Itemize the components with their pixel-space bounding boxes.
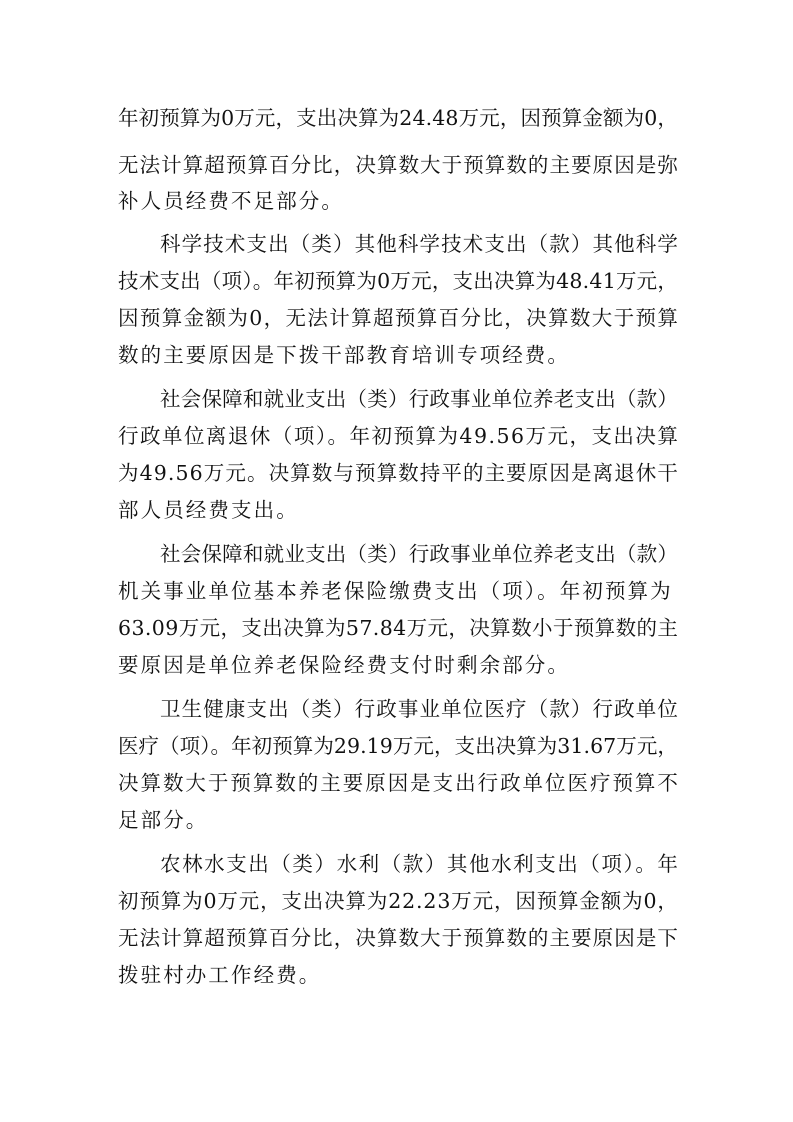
text-line: 部人员经费支出。 xyxy=(118,498,299,522)
text-line: 要原因是单位养老保险经费支付时剩余部分。 xyxy=(118,653,570,677)
text-line: 数的主要原因是下拨干部教育培训专项经费。 xyxy=(118,343,570,367)
text-line: 医疗（项）。年初预算为29.19万元，支出决算为31.67万元， xyxy=(118,734,678,758)
text-line: 年初预算为0万元，支出决算为24.48万元，因预算金额为0， xyxy=(118,106,679,130)
text-line: 补人员经费不足部分。 xyxy=(118,189,344,213)
text-line: 因预算金额为0，无法计算超预算百分比，决算数大于预算 xyxy=(118,306,680,330)
text-line: 决算数大于预算数的主要原因是支出行政单位医疗预算不 xyxy=(118,771,680,795)
text-line: 无法计算超预算百分比，决算数大于预算数的主要原因是弥 xyxy=(118,153,679,177)
paragraph-start-line: 农林水支出（类）水利（款）其他水利支出（项）。年 xyxy=(160,852,680,876)
text-line: 为49.56万元。决算数与预算数持平的主要原因是离退休干 xyxy=(118,461,679,485)
text-line: 机关事业单位基本养老保险缴费支出（项）。年初预算为 xyxy=(118,579,673,603)
paragraph-start-line: 科学技术支出（类）其他科学技术支出（款）其他科学 xyxy=(160,232,680,256)
text-line: 63.09万元，支出决算为57.84万元，决算数小于预算数的主 xyxy=(118,616,679,640)
text-line: 无法计算超预算百分比，决算数大于预算数的主要原因是下 xyxy=(118,926,679,950)
paragraph-start-line: 卫生健康支出（类）行政事业单位医疗（款）行政单位 xyxy=(160,697,680,721)
text-line: 技术支出（项）。年初预算为0万元，支出决算为48.41万元， xyxy=(118,269,679,293)
paragraph-start-line: 社会保障和就业支出（类）行政事业单位养老支出（款） xyxy=(160,542,679,566)
text-line: 足部分。 xyxy=(118,808,209,832)
text-line: 拨驻村办工作经费。 xyxy=(118,963,322,987)
text-line: 初预算为0万元，支出决算为22.23万元，因预算金额为0， xyxy=(118,889,679,913)
text-line: 行政单位离退休（项）。年初预算为49.56万元，支出决算 xyxy=(118,424,680,448)
paragraph-start-line: 社会保障和就业支出（类）行政事业单位养老支出（款） xyxy=(160,387,679,411)
